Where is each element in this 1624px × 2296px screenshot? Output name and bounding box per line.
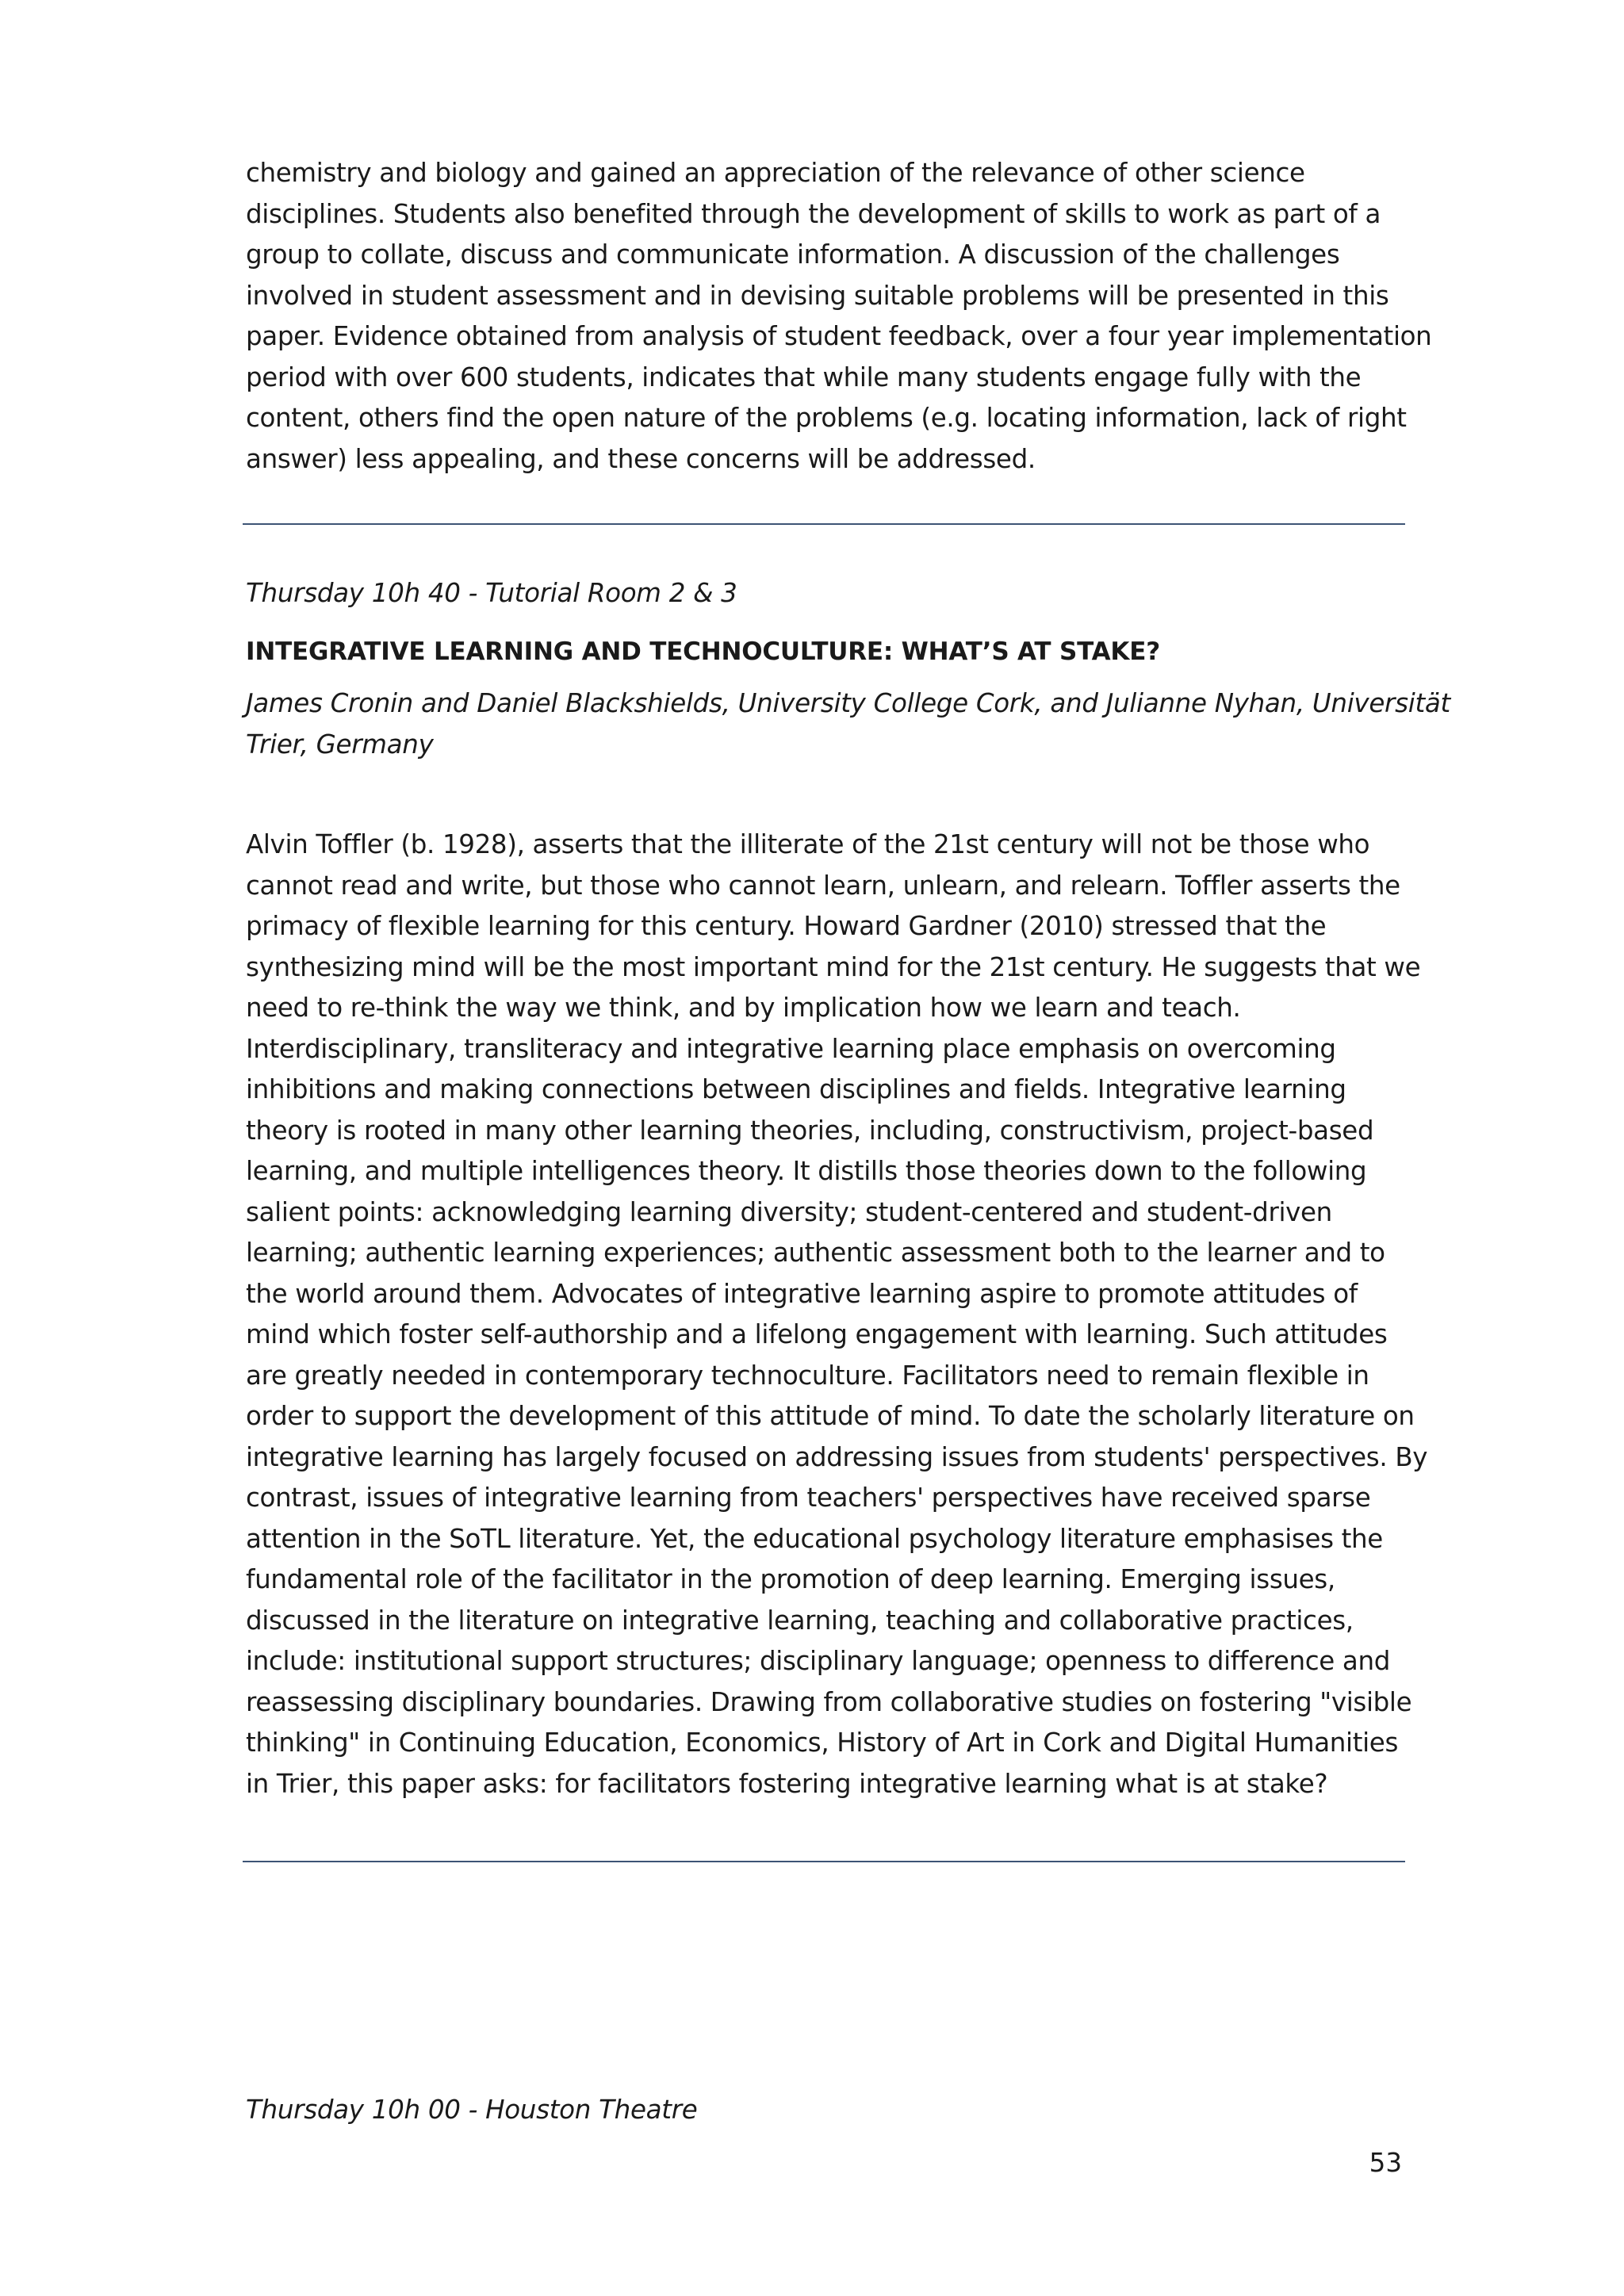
abstract-line: thinking" in Continuing Education, Economics, History of Art in Cork and Digital Humanities (246, 1728, 1399, 1758)
abstract-line: mind which foster self-authorship and a lifelong engagement with learning. Such attitudes (246, 1319, 1388, 1349)
abstract-line: include: institutional support structures; disciplinary language; openness to difference and (246, 1646, 1391, 1676)
abstract-line: inhibitions and making connections between disciplines and fields. Integrative learning (246, 1074, 1346, 1104)
intro-line: involved in student assessment and in devising suitable problems will be presented in this (246, 280, 1389, 311)
abstract-line: contrast, issues of integrative learning from teachers' perspectives have received sparse (246, 1483, 1371, 1513)
authors-line: Trier, Germany (246, 729, 434, 760)
abstract-line: integrative learning has largely focused on addressing issues from students' perspectives. By (246, 1441, 1428, 1472)
intro-line: period with over 600 students, indicates that while many students engage fully with the (246, 362, 1362, 392)
abstract-line: synthesizing mind will be the most important mind for the 21st century. He suggests that we (246, 951, 1421, 982)
paper-authors (246, 683, 1450, 765)
paper-title: INTEGRATIVE LEARNING AND TECHNOCULTURE: WHAT’S AT STAKE? (246, 637, 1160, 666)
session-time-location: Thursday 10h 40 - Tutorial Room 2 & 3 (246, 578, 737, 608)
abstract-line: are greatly needed in contemporary technoculture. Facilitators need to remain flexible in (246, 1360, 1369, 1391)
abstract-line: salient points: acknowledging learning diversity; student-centered and student-driven (246, 1196, 1332, 1227)
section-divider (243, 1861, 1405, 1862)
abstract-line: discussed in the literature on integrative learning, teaching and collaborative practices, (246, 1605, 1354, 1636)
authors-line: James Cronin and Daniel Blackshields, University College Cork, and Julianne Nyhan, Universität (246, 688, 1450, 718)
abstract-line: attention in the SoTL literature. Yet, the educational psychology literature emphasises the (246, 1523, 1383, 1554)
intro-line: content, others find the open nature of the problems (e.g. locating information, lack of right (246, 403, 1407, 433)
intro-line: answer) less appealing, and these concerns will be addressed. (246, 443, 1036, 474)
abstract-line: Interdisciplinary, transliteracy and integrative learning place emphasis on overcoming (246, 1033, 1336, 1064)
intro-line: paper. Evidence obtained from analysis of student feedback, over a four year implementation (246, 321, 1432, 351)
intro-paragraph (246, 153, 1432, 480)
page-number: 53 (1369, 2148, 1402, 2178)
abstract-line: the world around them. Advocates of integrative learning aspire to promote attitudes of (246, 1278, 1358, 1309)
abstract-line: learning, and multiple intelligences theory. It distills those theories down to the following (246, 1156, 1367, 1186)
intro-line: chemistry and biology and gained an appreciation of the relevance of other science (246, 158, 1305, 188)
abstract-line: reassessing disciplinary boundaries. Drawing from collaborative studies on fostering "visible (246, 1686, 1412, 1717)
abstract-line: need to re-think the way we think, and by implication how we learn and teach. (246, 993, 1241, 1023)
next-session-time-location: Thursday 10h 00 - Houston Theatre (246, 2095, 698, 2125)
abstract-line: order to support the development of this attitude of mind. To date the scholarly literature on (246, 1401, 1415, 1431)
abstract-line: fundamental role of the facilitator in the promotion of deep learning. Emerging issues, (246, 1564, 1335, 1594)
abstract-paragraph (246, 825, 1428, 1804)
section-divider (243, 523, 1405, 525)
intro-line: group to collate, discuss and communicate information. A discussion of the challenges (246, 239, 1340, 270)
abstract-line: theory is rooted in many other learning theories, including, constructivism, project-based (246, 1115, 1374, 1146)
abstract-line: in Trier, this paper asks: for facilitators fostering integrative learning what is at stake? (246, 1768, 1328, 1799)
intro-line: disciplines. Students also benefited through the development of skills to work as part of a (246, 198, 1381, 229)
abstract-line: cannot read and write, but those who cannot learn, unlearn, and relearn. Toffler asserts the (246, 870, 1400, 901)
abstract-line: Alvin Toffler (b. 1928), asserts that the illiterate of the 21st century will not be those who (246, 829, 1370, 859)
abstract-line: primacy of flexible learning for this century. Howard Gardner (2010) stressed that the (246, 911, 1327, 941)
abstract-line: learning; authentic learning experiences; authentic assessment both to the learner and to (246, 1238, 1385, 1268)
